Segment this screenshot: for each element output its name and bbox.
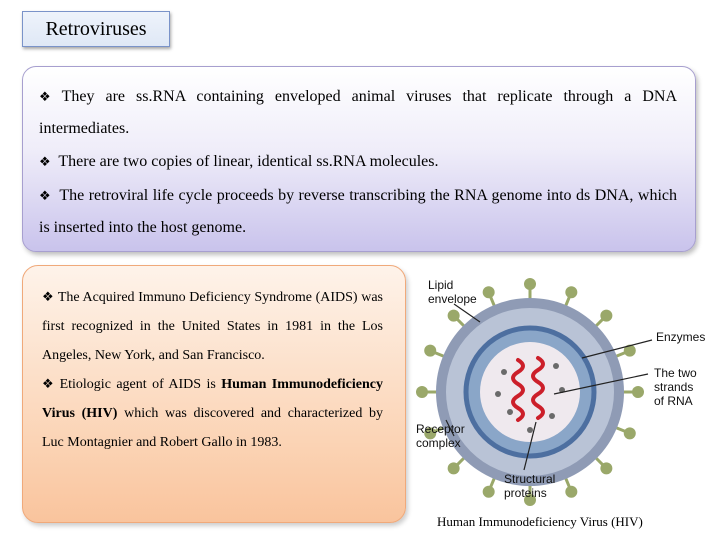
- slide-title: Retroviruses: [22, 11, 170, 47]
- spike-knob: [565, 486, 577, 498]
- hiv-diagram: [414, 262, 720, 514]
- diamond-bullet-icon: ❖: [42, 290, 54, 305]
- spike-knob: [424, 345, 436, 357]
- summary-box: [22, 66, 696, 252]
- diamond-bullet-icon: ❖: [39, 155, 51, 170]
- spike-knob: [600, 462, 612, 474]
- spike-knob: [632, 386, 644, 398]
- aids-agent: ❖ Etiologic agent of AIDS is Human Immunodeficiency Virus (HIV) which was discovered and characterized by Luc Montagnier and Robert Gallo in 1983.: [42, 377, 384, 450]
- enzyme-dot: [527, 427, 533, 433]
- enzymes-label: Enzymes: [656, 330, 706, 344]
- aids-box: [22, 265, 406, 523]
- spike-knob: [416, 386, 428, 398]
- rna-label: The two strands of RNA: [654, 366, 697, 408]
- receptor-complex-label: Receptor complex: [416, 422, 465, 450]
- spike-knob: [600, 310, 612, 322]
- figure-caption: Human Immunodeficiency Virus (HIV): [437, 514, 643, 529]
- spike-knob: [448, 462, 460, 474]
- enzyme-dot: [495, 391, 501, 397]
- enzyme-dot: [507, 409, 513, 415]
- enzyme-dot: [501, 369, 507, 375]
- structural-proteins-label: Structural proteins: [504, 472, 556, 500]
- diamond-bullet-icon: ❖: [39, 189, 52, 204]
- spike-knob: [565, 286, 577, 298]
- summary-point-3: ❖ The retroviral life cycle proceeds by reverse transcribing the RNA genome into ds DNA, which is inserted into the host genome.: [39, 187, 677, 236]
- enzyme-dot: [549, 413, 555, 419]
- spike-knob: [448, 310, 460, 322]
- diamond-bullet-icon: ❖: [39, 90, 58, 105]
- enzyme-dot: [553, 363, 559, 369]
- spike-knob: [483, 486, 495, 498]
- spike-knob: [483, 286, 495, 298]
- lipid-envelope-label: Lipid envelope: [428, 278, 477, 306]
- summary-point-2: ❖ There are two copies of linear, identical ss.RNA molecules.: [39, 153, 439, 170]
- spike-knob: [524, 278, 536, 290]
- aids-history: ❖ The Acquired Immuno Deficiency Syndrome (AIDS) was first recognized in the United States in 1981 in the Los Angeles, New York, and San Francisco.: [42, 290, 383, 363]
- diamond-bullet-icon: ❖: [42, 377, 56, 392]
- spike-knob: [624, 427, 636, 439]
- summary-point-1: ❖ They are ss.RNA containing enveloped animal viruses that replicate through a DNA intermediates.: [39, 88, 677, 137]
